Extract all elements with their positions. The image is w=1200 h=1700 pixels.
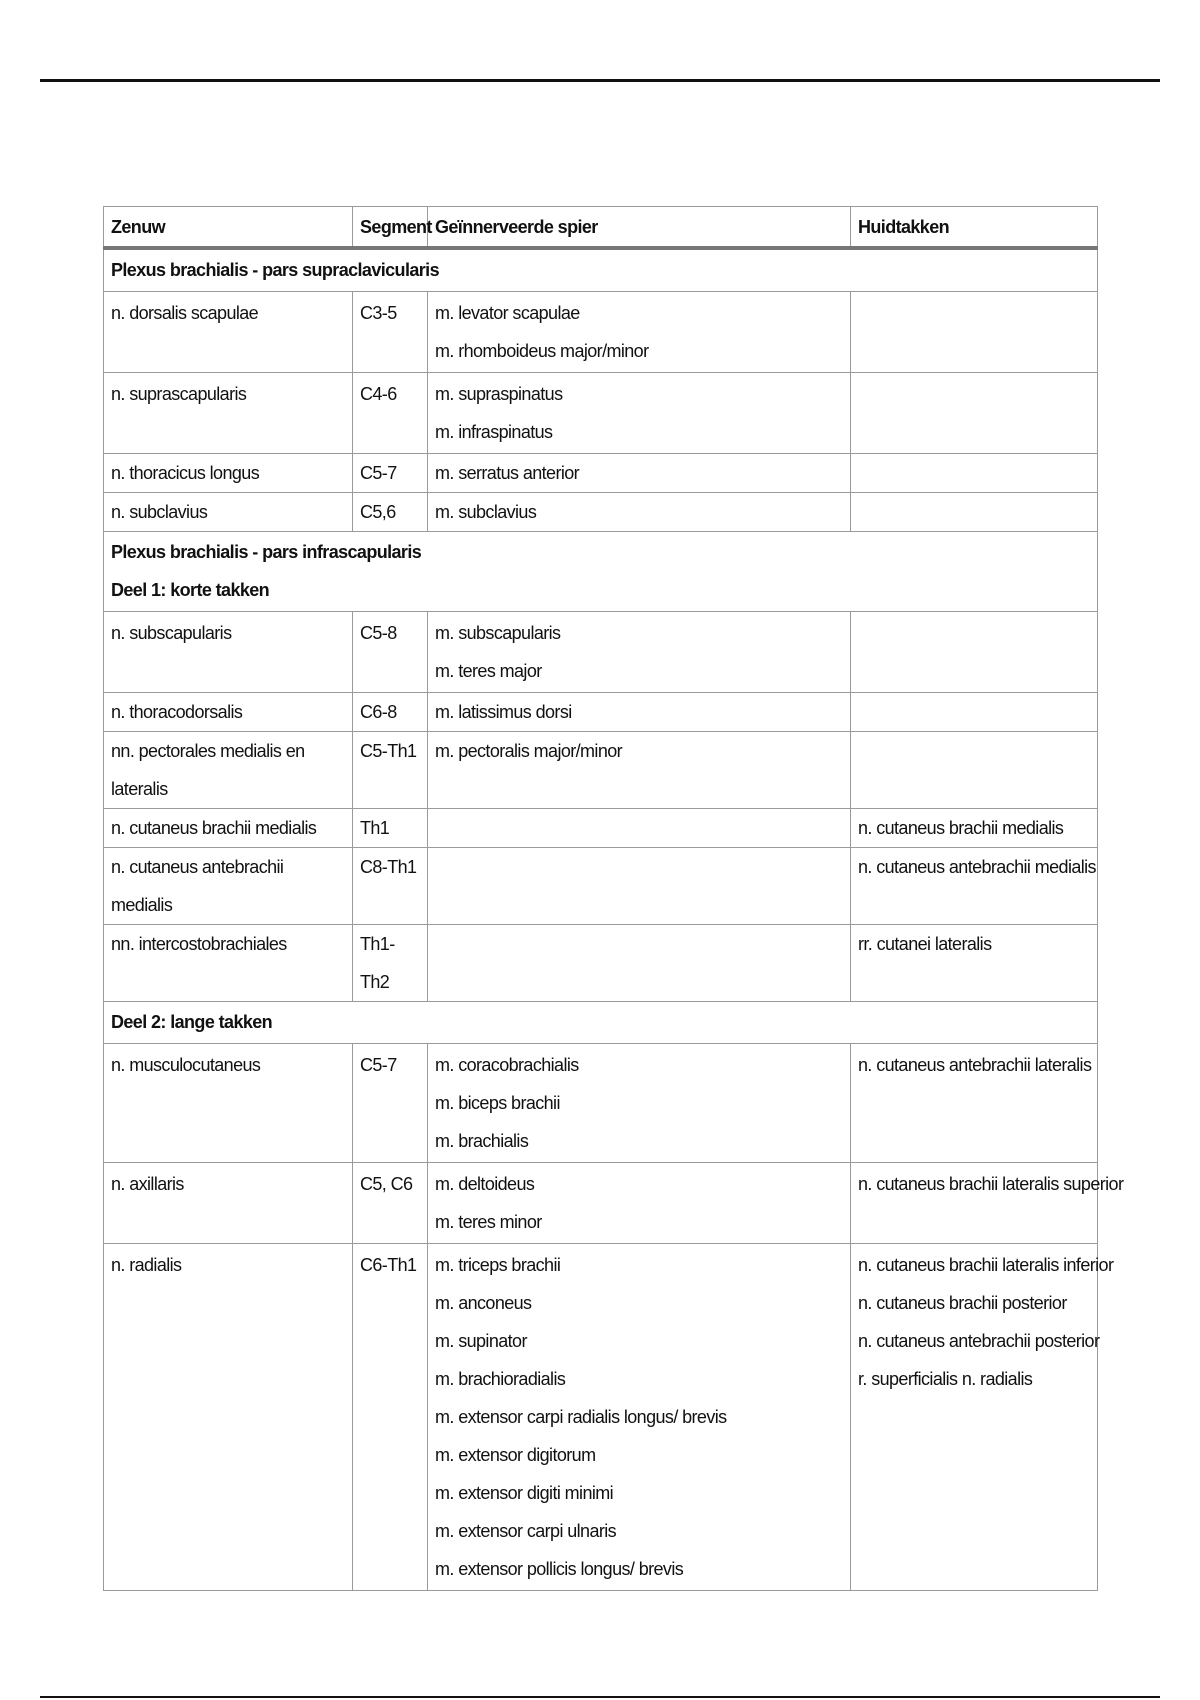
footer-rule (40, 1696, 1160, 1698)
header-rule (40, 79, 1160, 82)
segment-cell (353, 493, 428, 532)
nerve-cell (104, 809, 353, 848)
section-title-cell (104, 1002, 1098, 1044)
segment-cell-text: C4-6 (360, 384, 397, 404)
nerve-cell-text: n. suprascapularis (111, 384, 247, 404)
muscles-cell (428, 809, 851, 848)
muscles-cell (428, 612, 851, 693)
muscle-item: m. extensor pollicis longus/ brevis (435, 1559, 684, 1579)
muscles-cell (428, 925, 851, 1002)
skin-branches-cell (851, 693, 1098, 732)
skin-branch-item: n. cutaneus brachii lateralis inferior (858, 1255, 1114, 1275)
segment-cell (353, 809, 428, 848)
nerve-cell (104, 454, 353, 493)
section-title: Plexus brachialis - pars infrascapularis (111, 542, 422, 562)
skin-branches-cell (851, 493, 1098, 532)
muscles-cell (428, 848, 851, 925)
column-header-segment: Segment (353, 207, 428, 249)
skin-branch-item: rr. cutanei lateralis (858, 934, 992, 954)
muscle-item: m. biceps brachii (435, 1093, 560, 1113)
nerve-cell (104, 1044, 353, 1163)
table-row (104, 1163, 1098, 1244)
skin-branches-cell (851, 1163, 1124, 1244)
section-header-row (104, 532, 1098, 612)
muscle-item: m. subscapularis (435, 623, 561, 643)
nerve-cell-text: n. dorsalis scapulae (111, 303, 259, 323)
nerve-cell-text: n. cutaneus brachii medialis (111, 818, 317, 838)
skin-branches-cell (851, 809, 1098, 848)
nerve-cell-text: n. thoracicus longus (111, 463, 260, 483)
nerve-cell-text: n. cutaneus antebrachii medialis (111, 857, 284, 915)
table-header-row (104, 207, 1098, 249)
segment-cell (353, 1044, 428, 1163)
nerve-cell (104, 925, 353, 1002)
muscle-item: m. levator scapulae (435, 303, 580, 323)
segment-cell (353, 693, 428, 732)
skin-branch-item: n. cutaneus brachii medialis (858, 818, 1064, 838)
table-row (104, 612, 1098, 693)
section-title-cell (104, 532, 1098, 612)
muscle-item: m. teres major (435, 661, 542, 681)
muscle-item: m. supraspinatus (435, 384, 563, 404)
segment-cell-text: C5,6 (360, 502, 396, 522)
segment-cell-text: C5-8 (360, 623, 397, 643)
muscle-item: m. rhomboideus major/minor (435, 341, 649, 361)
muscle-item: m. brachialis (435, 1131, 529, 1151)
muscle-item: m. supinator (435, 1331, 527, 1351)
segment-cell-text: C5-Th1 (360, 741, 417, 761)
muscles-cell (428, 292, 851, 373)
section-header-row (104, 248, 1098, 292)
segment-cell (353, 732, 428, 809)
muscle-item: m. pectoralis major/minor (435, 741, 623, 761)
nerve-cell (104, 848, 353, 925)
segment-cell (353, 454, 428, 493)
skin-branches-cell (851, 612, 1098, 693)
table-row (104, 493, 1098, 532)
table-row (104, 693, 1098, 732)
column-header-spier: Geïnnerveerde spier (428, 207, 851, 249)
muscle-item: m. serratus anterior (435, 463, 580, 483)
segment-cell-text: Th1-Th2 (360, 934, 395, 992)
muscle-item: m. infraspinatus (435, 422, 553, 442)
muscles-cell (428, 1044, 851, 1163)
nerve-cell-text: n. radialis (111, 1255, 182, 1275)
column-header-huidtakken: Huidtakken (851, 207, 1098, 249)
muscles-cell (428, 454, 851, 493)
table-row (104, 848, 1098, 925)
section-title-cell (104, 248, 1098, 292)
muscle-item: m. extensor carpi radialis longus/ brevis (435, 1407, 727, 1427)
table-row (104, 1044, 1098, 1163)
nerve-cell (104, 493, 353, 532)
segment-cell (353, 373, 428, 454)
segment-cell (353, 848, 428, 925)
skin-branch-item: n. cutaneus antebrachii posterior (858, 1331, 1100, 1351)
muscle-item: m. deltoideus (435, 1174, 535, 1194)
skin-branches-cell (851, 925, 1098, 1002)
plexus-brachialis-table (103, 206, 1124, 1591)
muscle-item: m. brachioradialis (435, 1369, 566, 1389)
nerve-cell (104, 693, 353, 732)
muscle-item: m. triceps brachii (435, 1255, 561, 1275)
table-row (104, 1244, 1098, 1591)
muscle-item: m. extensor digitorum (435, 1445, 596, 1465)
segment-cell-text: Th1 (360, 818, 390, 838)
table-body (104, 248, 1124, 1591)
muscles-cell (428, 1244, 851, 1591)
section-title: Deel 1: korte takken (111, 580, 270, 600)
segment-cell (353, 925, 428, 1002)
skin-branches-cell (851, 848, 1098, 925)
table-row (104, 732, 1098, 809)
muscle-item: m. teres minor (435, 1212, 542, 1232)
table-row (104, 809, 1098, 848)
skin-branches-cell (851, 1244, 1114, 1591)
skin-branches-cell (851, 454, 1098, 493)
table-row (104, 292, 1098, 373)
segment-cell (353, 1244, 428, 1591)
segment-cell-text: C5-7 (360, 1055, 397, 1075)
table-row (104, 925, 1098, 1002)
muscles-cell (428, 493, 851, 532)
segment-cell (353, 612, 428, 693)
muscle-item: m. extensor carpi ulnaris (435, 1521, 617, 1541)
table-row (104, 454, 1098, 493)
segment-cell-text: C6-8 (360, 702, 397, 722)
segment-cell (353, 292, 428, 373)
muscles-cell (428, 1163, 851, 1244)
segment-cell-text: C8-Th1 (360, 857, 417, 877)
muscle-item: m. subclavius (435, 502, 537, 522)
muscle-item: m. anconeus (435, 1293, 532, 1313)
section-title: Deel 2: lange takken (111, 1012, 273, 1032)
skin-branch-item: n. cutaneus brachii lateralis superior (858, 1174, 1124, 1194)
segment-cell-text: C5, C6 (360, 1174, 413, 1194)
nerve-cell-text: n. subscapularis (111, 623, 232, 643)
skin-branch-item: n. cutaneus antebrachii lateralis (858, 1055, 1092, 1075)
section-header-row (104, 1002, 1098, 1044)
nerve-cell-text: nn. pectorales medialis en lateralis (111, 741, 305, 799)
column-header-zenuw: Zenuw (104, 207, 353, 249)
muscle-item: m. latissimus dorsi (435, 702, 572, 722)
nerve-cell (104, 1163, 353, 1244)
nerve-cell (104, 373, 353, 454)
muscle-item: m. coracobrachialis (435, 1055, 579, 1075)
nerve-cell-text: n. axillaris (111, 1174, 184, 1194)
skin-branch-item: n. cutaneus antebrachii medialis (858, 857, 1096, 877)
nerve-cell (104, 292, 353, 373)
muscle-item: m. extensor digiti minimi (435, 1483, 614, 1503)
muscles-cell (428, 373, 851, 454)
segment-cell-text: C5-7 (360, 463, 397, 483)
muscles-cell (428, 693, 851, 732)
muscles-cell (428, 732, 851, 809)
skin-branches-cell (851, 1044, 1098, 1163)
segment-cell-text: C6-Th1 (360, 1255, 417, 1275)
nerve-cell (104, 732, 353, 809)
nerve-cell-text: n. thoracodorsalis (111, 702, 243, 722)
segment-cell (353, 1163, 428, 1244)
nerve-cell-text: nn. intercostobrachiales (111, 934, 287, 954)
nerve-cell-text: n. subclavius (111, 502, 208, 522)
skin-branch-item: n. cutaneus brachii posterior (858, 1293, 1067, 1313)
skin-branches-cell (851, 292, 1098, 373)
segment-cell-text: C3-5 (360, 303, 397, 323)
nerve-cell-text: n. musculocutaneus (111, 1055, 261, 1075)
table-row (104, 373, 1098, 454)
skin-branch-item: r. superficialis n. radialis (858, 1369, 1033, 1389)
nerve-cell (104, 612, 353, 693)
skin-branches-cell (851, 373, 1098, 454)
section-title: Plexus brachialis - pars supraclavicularis (111, 260, 439, 280)
nerve-cell (104, 1244, 353, 1591)
skin-branches-cell (851, 732, 1098, 809)
